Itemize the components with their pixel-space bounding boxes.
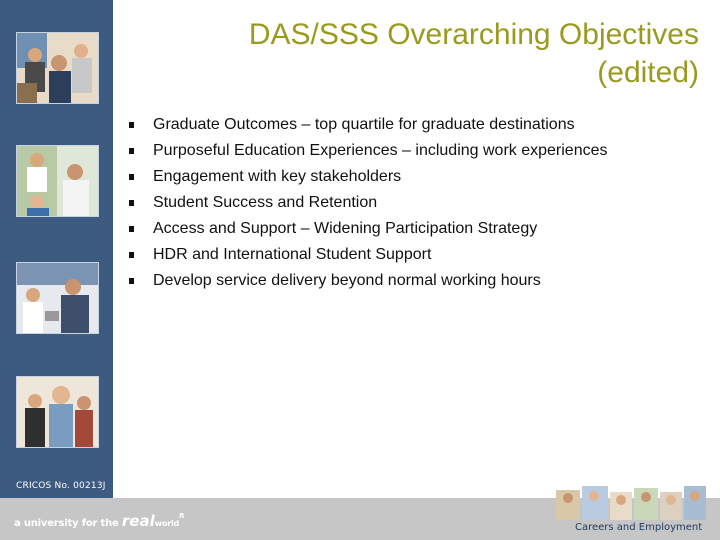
unit-name-label: Careers and Employment bbox=[575, 522, 703, 533]
slide-title: DAS/SSS Overarching Objectives (edited) bbox=[248, 18, 699, 89]
bullet-text: HDR and International Student Support bbox=[153, 246, 432, 263]
list-item bbox=[129, 242, 607, 268]
list-item bbox=[129, 216, 607, 242]
bullet-square-icon bbox=[129, 226, 134, 232]
bullet-text: Access and Support – Widening Participation Strategy bbox=[153, 220, 538, 237]
trademark-mark: R bbox=[179, 512, 185, 520]
students-photo-2 bbox=[16, 145, 99, 217]
bullet-square-icon bbox=[129, 122, 134, 128]
list-item bbox=[129, 138, 607, 164]
objectives-list bbox=[129, 112, 607, 294]
list-item bbox=[129, 112, 607, 138]
tagline-big-word: real bbox=[121, 512, 155, 530]
tagline-suffix: world bbox=[154, 519, 180, 528]
bullet-square-icon bbox=[129, 252, 134, 258]
bullet-square-icon bbox=[129, 278, 134, 284]
bullet-text: Purposeful Education Experiences – including work experiences bbox=[153, 142, 608, 159]
students-photo-3 bbox=[16, 262, 99, 334]
bullet-text: Engagement with key stakeholders bbox=[153, 168, 402, 185]
university-tagline bbox=[14, 512, 184, 530]
cricos-number: CRICOS No. 00213J bbox=[16, 481, 106, 491]
bullet-square-icon bbox=[129, 148, 134, 154]
bullet-text: Develop service delivery beyond normal working hours bbox=[153, 272, 541, 289]
left-sidebar bbox=[0, 0, 113, 498]
list-item bbox=[129, 268, 607, 294]
students-photo-1 bbox=[16, 32, 99, 104]
tagline-prefix: a university for the bbox=[14, 518, 119, 529]
bullet-text: Graduate Outcomes – top quartile for graduate destinations bbox=[153, 116, 575, 133]
footer-photo-strip bbox=[556, 484, 706, 522]
bullet-square-icon bbox=[129, 174, 134, 180]
list-item bbox=[129, 190, 607, 216]
bullet-text: Student Success and Retention bbox=[153, 194, 378, 211]
list-item bbox=[129, 164, 607, 190]
students-photo-4 bbox=[16, 376, 99, 448]
bullet-square-icon bbox=[129, 200, 134, 206]
